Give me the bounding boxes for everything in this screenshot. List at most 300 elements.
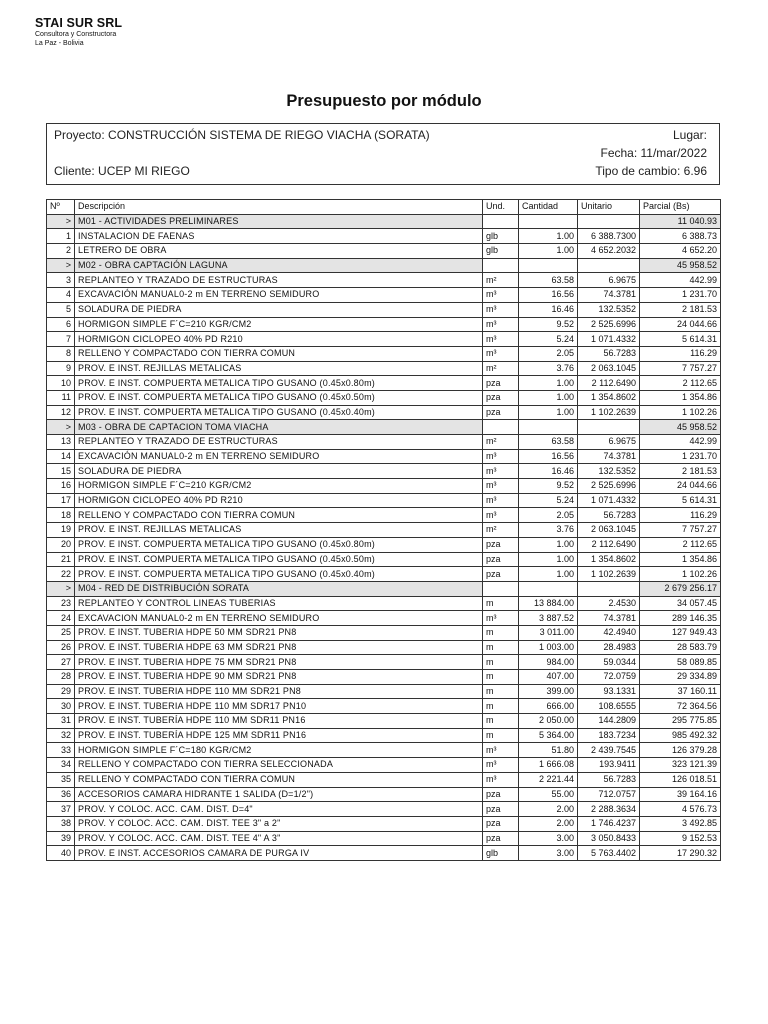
row-description: PROV. E INST. REJILLAS METALICAS (75, 523, 483, 538)
row-unit-price (578, 420, 640, 435)
row-partial: 295 775.85 (640, 714, 721, 729)
row-unit: pza (483, 802, 519, 817)
table-row (47, 611, 721, 626)
row-description: PROV. E INST. ACCESORIOS CAMARA DE PURGA IV (75, 846, 483, 861)
table-row (47, 302, 721, 317)
row-quantity (519, 214, 578, 229)
module-row (47, 581, 721, 596)
row-quantity: 3.00 (519, 831, 578, 846)
row-unit-price: 74.3781 (578, 449, 640, 464)
row-unit: pza (483, 376, 519, 391)
row-partial: 45 958.52 (640, 258, 721, 273)
row-unit: glb (483, 244, 519, 259)
table-row (47, 390, 721, 405)
row-unit-price: 56.7283 (578, 508, 640, 523)
table-row (47, 802, 721, 817)
row-unit-price: 6 388.7300 (578, 229, 640, 244)
row-partial: 58 089.85 (640, 655, 721, 670)
row-number: 19 (47, 523, 75, 538)
row-unit: m² (483, 523, 519, 538)
row-number: 8 (47, 346, 75, 361)
row-number: > (47, 258, 75, 273)
row-partial: 126 379.28 (640, 743, 721, 758)
row-number: 10 (47, 376, 75, 391)
row-partial: 2 112.65 (640, 537, 721, 552)
row-description: SOLADURA DE PIEDRA (75, 302, 483, 317)
row-unit-price: 2 063.1045 (578, 361, 640, 376)
row-description: ACCESORIOS CAMARA HIDRANTE 1 SALIDA (D=1/2") (75, 787, 483, 802)
row-number: 7 (47, 332, 75, 347)
row-unit-price: 72.0759 (578, 670, 640, 685)
row-quantity: 9.52 (519, 317, 578, 332)
row-quantity: 3.76 (519, 361, 578, 376)
row-unit-price: 2 525.6996 (578, 317, 640, 332)
row-unit: m³ (483, 743, 519, 758)
table-row (47, 625, 721, 640)
row-unit: m³ (483, 772, 519, 787)
row-unit: m (483, 670, 519, 685)
row-quantity: 2.00 (519, 816, 578, 831)
row-quantity: 16.56 (519, 288, 578, 303)
row-number: 37 (47, 802, 75, 817)
client-name: Cliente: UCEP MI RIEGO (54, 164, 190, 178)
row-quantity (519, 258, 578, 273)
row-quantity: 55.00 (519, 787, 578, 802)
row-unit: glb (483, 229, 519, 244)
row-partial: 442.99 (640, 273, 721, 288)
row-quantity: 3.76 (519, 523, 578, 538)
row-description: PROV. E INST. TUBERIA HDPE 63 MM SDR21 PN8 (75, 640, 483, 655)
row-number: 6 (47, 317, 75, 332)
row-number: 29 (47, 684, 75, 699)
row-unit: pza (483, 787, 519, 802)
row-unit: pza (483, 390, 519, 405)
date: Fecha: 11/mar/2022 (600, 146, 707, 160)
row-unit (483, 214, 519, 229)
row-number: 40 (47, 846, 75, 861)
row-description: REPLANTEO Y TRAZADO DE ESTRUCTURAS (75, 273, 483, 288)
row-unit: glb (483, 846, 519, 861)
row-unit-price: 4 652.2032 (578, 244, 640, 259)
row-quantity: 1.00 (519, 229, 578, 244)
row-quantity (519, 420, 578, 435)
table-row (47, 655, 721, 670)
row-unit-price: 56.7283 (578, 772, 640, 787)
row-quantity: 984.00 (519, 655, 578, 670)
row-unit: pza (483, 831, 519, 846)
company-name: STAI SUR SRL (35, 16, 123, 30)
row-number: 36 (47, 787, 75, 802)
table-row (47, 464, 721, 479)
row-description: PROV. E INST. COMPUERTA METALICA TIPO GUSANO (0.45x0.40m) (75, 405, 483, 420)
table-row (47, 376, 721, 391)
row-number: 39 (47, 831, 75, 846)
row-quantity: 5 364.00 (519, 728, 578, 743)
row-description: RELLENO Y COMPACTADO CON TIERRA COMUN (75, 346, 483, 361)
row-partial: 323 121.39 (640, 758, 721, 773)
row-number: 34 (47, 758, 75, 773)
row-partial: 4 576.73 (640, 802, 721, 817)
row-quantity: 2 050.00 (519, 714, 578, 729)
row-description: PROV. E INST. COMPUERTA METALICA TIPO GUSANO (0.45x0.50m) (75, 390, 483, 405)
row-unit: pza (483, 816, 519, 831)
row-unit: m³ (483, 317, 519, 332)
row-quantity: 5.24 (519, 493, 578, 508)
row-description: RELLENO Y COMPACTADO CON TIERRA COMUN (75, 772, 483, 787)
row-partial: 34 057.45 (640, 596, 721, 611)
table-row (47, 596, 721, 611)
row-unit-price: 1 354.8602 (578, 552, 640, 567)
row-unit: m³ (483, 332, 519, 347)
table-row (47, 449, 721, 464)
table-row (47, 846, 721, 861)
row-partial: 2 679 256.17 (640, 581, 721, 596)
table-row (47, 244, 721, 259)
row-unit-price (578, 258, 640, 273)
row-description: SOLADURA DE PIEDRA (75, 464, 483, 479)
row-partial: 1 231.70 (640, 449, 721, 464)
row-unit-price (578, 581, 640, 596)
row-unit: pza (483, 537, 519, 552)
row-number: 14 (47, 449, 75, 464)
row-partial: 6 388.73 (640, 229, 721, 244)
row-unit: pza (483, 567, 519, 582)
row-quantity: 16.46 (519, 464, 578, 479)
row-unit-price: 1 102.2639 (578, 405, 640, 420)
table-row (47, 831, 721, 846)
row-number: 22 (47, 567, 75, 582)
table-row (47, 787, 721, 802)
row-quantity: 399.00 (519, 684, 578, 699)
row-quantity: 63.58 (519, 435, 578, 450)
row-partial: 11 040.93 (640, 214, 721, 229)
row-quantity: 1.00 (519, 376, 578, 391)
row-description: PROV. E INST. TUBERIA HDPE 75 MM SDR21 PN8 (75, 655, 483, 670)
row-number: 2 (47, 244, 75, 259)
row-description: PROV. E INST. TUBERÍA HDPE 125 MM SDR11 PN16 (75, 728, 483, 743)
table-row (47, 405, 721, 420)
table-row (47, 435, 721, 450)
row-unit-price: 1 102.2639 (578, 567, 640, 582)
row-description: M03 - OBRA DE CAPTACION TOMA VIACHA (75, 420, 483, 435)
row-number: 12 (47, 405, 75, 420)
row-quantity: 1.00 (519, 552, 578, 567)
row-number: 30 (47, 699, 75, 714)
row-description: EXCAVACIÓN MANUAL0-2 m EN TERRENO SEMIDURO (75, 288, 483, 303)
row-number: 31 (47, 714, 75, 729)
row-number: 27 (47, 655, 75, 670)
row-partial: 442.99 (640, 435, 721, 450)
row-partial: 289 146.35 (640, 611, 721, 626)
row-description: REPLANTEO Y TRAZADO DE ESTRUCTURAS (75, 435, 483, 450)
row-description: PROV. E INST. COMPUERTA METALICA TIPO GUSANO (0.45x0.50m) (75, 552, 483, 567)
table-row (47, 714, 721, 729)
row-description: RELLENO Y COMPACTADO CON TIERRA SELECCIONADA (75, 758, 483, 773)
row-number: 13 (47, 435, 75, 450)
row-description: INSTALACION DE FAENAS (75, 229, 483, 244)
row-description: REPLANTEO Y CONTROL LINEAS TUBERIAS (75, 596, 483, 611)
row-partial: 45 958.52 (640, 420, 721, 435)
row-number: 20 (47, 537, 75, 552)
row-unit: m (483, 714, 519, 729)
row-unit: m³ (483, 449, 519, 464)
row-quantity: 5.24 (519, 332, 578, 347)
row-unit: m³ (483, 758, 519, 773)
row-unit-price: 132.5352 (578, 464, 640, 479)
row-unit: pza (483, 405, 519, 420)
row-partial: 985 492.32 (640, 728, 721, 743)
row-quantity: 3.00 (519, 846, 578, 861)
row-quantity: 2.05 (519, 346, 578, 361)
row-number: 4 (47, 288, 75, 303)
row-number: 23 (47, 596, 75, 611)
table-row (47, 670, 721, 685)
row-unit-price: 2 063.1045 (578, 523, 640, 538)
row-description: PROV. E INST. REJILLAS METALICAS (75, 361, 483, 376)
row-description: PROV. E INST. COMPUERTA METALICA TIPO GUSANO (0.45x0.80m) (75, 537, 483, 552)
row-unit-price: 183.7234 (578, 728, 640, 743)
row-unit-price: 42.4940 (578, 625, 640, 640)
header-partial: Parcial (Bs) (640, 200, 721, 215)
row-unit-price: 59.0344 (578, 655, 640, 670)
budget-table (46, 199, 721, 861)
row-partial: 5 614.31 (640, 493, 721, 508)
row-partial: 126 018.51 (640, 772, 721, 787)
row-unit-price: 6.9675 (578, 435, 640, 450)
row-quantity: 1 666.08 (519, 758, 578, 773)
row-partial: 37 160.11 (640, 684, 721, 699)
row-unit-price: 1 071.4332 (578, 493, 640, 508)
row-number: 17 (47, 493, 75, 508)
table-row (47, 567, 721, 582)
row-number: 38 (47, 816, 75, 831)
row-quantity: 2 221.44 (519, 772, 578, 787)
row-description: HORMIGON SIMPLE F´C=210 KGR/CM2 (75, 479, 483, 494)
row-unit-price: 712.0757 (578, 787, 640, 802)
row-partial: 1 354.86 (640, 390, 721, 405)
row-unit-price: 56.7283 (578, 346, 640, 361)
row-unit: m³ (483, 464, 519, 479)
row-description: PROV. E INST. TUBERÍA HDPE 110 MM SDR11 PN16 (75, 714, 483, 729)
row-number: 15 (47, 464, 75, 479)
row-quantity: 1.00 (519, 567, 578, 582)
row-partial: 1 102.26 (640, 405, 721, 420)
row-partial: 116.29 (640, 508, 721, 523)
row-quantity: 1.00 (519, 405, 578, 420)
row-unit: m³ (483, 479, 519, 494)
table-row (47, 479, 721, 494)
header-unit: Und. (483, 200, 519, 215)
row-partial: 28 583.79 (640, 640, 721, 655)
row-partial: 116.29 (640, 346, 721, 361)
row-quantity: 16.46 (519, 302, 578, 317)
row-number: > (47, 214, 75, 229)
row-unit: m (483, 640, 519, 655)
row-quantity: 666.00 (519, 699, 578, 714)
header-quantity: Cantidad (519, 200, 578, 215)
row-unit-price (578, 214, 640, 229)
row-unit-price: 144.2809 (578, 714, 640, 729)
row-unit: m³ (483, 611, 519, 626)
row-description: HORMIGON CICLOPEO 40% PD R210 (75, 332, 483, 347)
row-description: HORMIGON SIMPLE F´C=210 KGR/CM2 (75, 317, 483, 332)
table-row (47, 816, 721, 831)
row-number: 5 (47, 302, 75, 317)
row-quantity: 51.80 (519, 743, 578, 758)
row-unit-price: 2 439.7545 (578, 743, 640, 758)
row-unit: m³ (483, 346, 519, 361)
module-row (47, 420, 721, 435)
row-unit: pza (483, 552, 519, 567)
row-quantity: 1 003.00 (519, 640, 578, 655)
row-unit-price: 108.6555 (578, 699, 640, 714)
row-partial: 1 231.70 (640, 288, 721, 303)
row-partial: 2 181.53 (640, 302, 721, 317)
row-number: 25 (47, 625, 75, 640)
table-row (47, 229, 721, 244)
row-partial: 2 181.53 (640, 464, 721, 479)
row-number: 33 (47, 743, 75, 758)
row-quantity: 9.52 (519, 479, 578, 494)
row-partial: 24 044.66 (640, 479, 721, 494)
row-description: M01 - ACTIVIDADES PRELIMINARES (75, 214, 483, 229)
company-header (35, 16, 122, 48)
row-partial: 7 757.27 (640, 361, 721, 376)
row-partial: 127 949.43 (640, 625, 721, 640)
table-row (47, 288, 721, 303)
row-unit: m³ (483, 288, 519, 303)
row-number: 21 (47, 552, 75, 567)
row-unit-price: 2 525.6996 (578, 479, 640, 494)
row-partial: 39 164.16 (640, 787, 721, 802)
row-number: 18 (47, 508, 75, 523)
row-unit-price: 2 288.3634 (578, 802, 640, 817)
row-unit (483, 258, 519, 273)
row-unit: m³ (483, 302, 519, 317)
row-unit-price: 1 746.4237 (578, 816, 640, 831)
row-number: 11 (47, 390, 75, 405)
table-row (47, 332, 721, 347)
table-row (47, 758, 721, 773)
table-row (47, 772, 721, 787)
row-number: > (47, 581, 75, 596)
row-unit: m² (483, 435, 519, 450)
header-unit-price: Unitario (578, 200, 640, 215)
table-header-row (47, 200, 721, 215)
row-quantity: 1.00 (519, 537, 578, 552)
row-description: PROV. E INST. TUBERIA HDPE 110 MM SDR17 PN10 (75, 699, 483, 714)
row-unit (483, 420, 519, 435)
row-unit-price: 2 112.6490 (578, 376, 640, 391)
row-description: EXCAVACIÓN MANUAL0-2 m EN TERRENO SEMIDURO (75, 449, 483, 464)
exchange-rate: Tipo de cambio: 6.96 (595, 164, 707, 178)
row-description: PROV. Y COLOC. ACC. CAM. DIST. TEE 4" A 3" (75, 831, 483, 846)
row-quantity: 1.00 (519, 390, 578, 405)
table-row (47, 743, 721, 758)
row-quantity: 16.56 (519, 449, 578, 464)
row-quantity: 3 887.52 (519, 611, 578, 626)
table-row (47, 699, 721, 714)
row-partial: 72 364.56 (640, 699, 721, 714)
row-unit-price: 74.3781 (578, 288, 640, 303)
location-label: Lugar: (672, 128, 707, 142)
row-quantity: 1.00 (519, 244, 578, 259)
project-info-box (46, 123, 720, 185)
row-partial: 2 112.65 (640, 376, 721, 391)
row-partial: 17 290.32 (640, 846, 721, 861)
row-description: M02 - OBRA CAPTACIÓN LAGUNA (75, 258, 483, 273)
table-row (47, 346, 721, 361)
row-quantity: 13 884.00 (519, 596, 578, 611)
module-row (47, 214, 721, 229)
page-title: Presupuesto por módulo (286, 92, 482, 110)
row-description: PROV. E INST. COMPUERTA METALICA TIPO GUSANO (0.45x0.80m) (75, 376, 483, 391)
row-partial: 1 102.26 (640, 567, 721, 582)
row-quantity: 407.00 (519, 670, 578, 685)
row-quantity: 2.00 (519, 802, 578, 817)
row-partial: 1 354.86 (640, 552, 721, 567)
row-unit-price: 28.4983 (578, 640, 640, 655)
row-description: PROV. E INST. COMPUERTA METALICA TIPO GUSANO (0.45x0.40m) (75, 567, 483, 582)
row-number: 24 (47, 611, 75, 626)
row-number: 35 (47, 772, 75, 787)
table-row (47, 523, 721, 538)
row-unit-price: 3 050.8433 (578, 831, 640, 846)
row-number: 32 (47, 728, 75, 743)
row-unit: m (483, 728, 519, 743)
row-unit: m³ (483, 508, 519, 523)
row-number: 1 (47, 229, 75, 244)
row-unit: m (483, 684, 519, 699)
table-row (47, 684, 721, 699)
row-description: PROV. E INST. TUBERIA HDPE 50 MM SDR21 PN8 (75, 625, 483, 640)
table-row (47, 361, 721, 376)
row-partial: 24 044.66 (640, 317, 721, 332)
company-subtitle: Consultora y Constructora (35, 31, 117, 38)
table-row (47, 728, 721, 743)
row-number: 16 (47, 479, 75, 494)
row-description: EXCAVACION MANUAL0-2 m EN TERRENO SEMIDURO (75, 611, 483, 626)
row-number: 28 (47, 670, 75, 685)
row-unit: m (483, 655, 519, 670)
row-unit: m (483, 699, 519, 714)
project-name: Proyecto: CONSTRUCCIÓN SISTEMA DE RIEGO VIACHA (SORATA) (54, 128, 430, 142)
row-partial: 7 757.27 (640, 523, 721, 538)
row-unit-price: 1 354.8602 (578, 390, 640, 405)
row-number: 9 (47, 361, 75, 376)
row-description: HORMIGON SIMPLE F´C=180 KGR/CM2 (75, 743, 483, 758)
row-number: 3 (47, 273, 75, 288)
row-description: PROV. E INST. TUBERIA HDPE 110 MM SDR21 PN8 (75, 684, 483, 699)
row-unit-price: 93.1331 (578, 684, 640, 699)
row-quantity (519, 581, 578, 596)
row-unit-price: 1 071.4332 (578, 332, 640, 347)
header-number: Nº (47, 200, 75, 215)
row-unit-price: 2.4530 (578, 596, 640, 611)
table-row (47, 273, 721, 288)
row-description: PROV. Y COLOC. ACC. CAM. DIST. TEE 3" a 2" (75, 816, 483, 831)
row-unit: m² (483, 361, 519, 376)
module-row (47, 258, 721, 273)
row-partial: 9 152.53 (640, 831, 721, 846)
company-location: La Paz - Bolivia (35, 40, 84, 47)
table-row (47, 508, 721, 523)
row-unit: m (483, 625, 519, 640)
row-description: HORMIGON CICLOPEO 40% PD R210 (75, 493, 483, 508)
header-description: Descripción (75, 200, 483, 215)
table-row (47, 537, 721, 552)
row-unit-price: 74.3781 (578, 611, 640, 626)
